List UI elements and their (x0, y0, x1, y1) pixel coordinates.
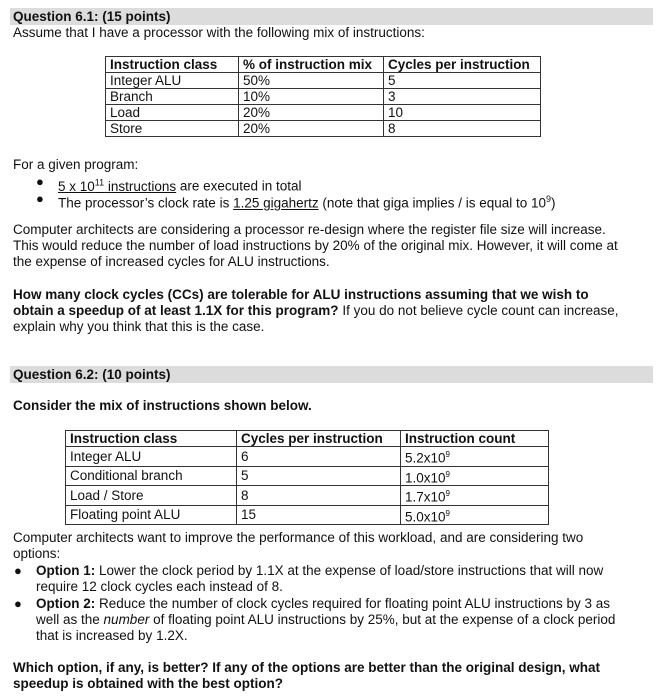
table-cell: 10 (384, 105, 541, 121)
q1-intro: Assume that I have a processor with the following mix of instructions: (13, 25, 425, 40)
instruction-count-text: 5 x $10^{11}$ instructions (58, 177, 177, 194)
table-cell: Branch (106, 89, 239, 105)
table-row (66, 486, 549, 506)
bullet-icon: ● (14, 596, 22, 611)
q1-bullet-instructions: 5 x $10^{11}$ instructions are executed in total (58, 177, 302, 194)
bullet-icon: ● (36, 191, 44, 206)
q2-paragraph-line: options: (13, 546, 61, 561)
table-cell: Integer ALU (106, 73, 239, 89)
table-cell: 5 (237, 466, 401, 486)
option-1-line: require 12 clock cycles each instead of 8. (36, 579, 283, 594)
q2-final-question-line: Which option, if any, is better? If any of the options are better than the original design, what (13, 660, 601, 675)
q1-instruction-table (105, 56, 541, 137)
table-cell: Floating point ALU (66, 505, 237, 525)
table-row (106, 73, 541, 89)
q1-paragraph-line: the expense of increased cycles for ALU instructions. (13, 254, 330, 269)
table-cell: Load / Store (66, 486, 237, 506)
col-header: Cycles per instruction (384, 57, 541, 73)
question-6-2-header: Question 6.2: (10 points) (10, 366, 653, 383)
table-cell: Conditional branch (66, 466, 237, 486)
q1-paragraph-line: This would reduce the number of load instructions by 20% of the original mix. However, it will come at (13, 238, 618, 253)
table-cell: 8 (237, 486, 401, 506)
q1-given-label: For a given program: (13, 157, 139, 172)
q2-final-question-line: speedup is obtained with the best option? (13, 676, 283, 691)
table-cell: Store (106, 121, 239, 137)
q2-intro: Consider the mix of instructions shown below. (13, 398, 312, 413)
table-row (66, 505, 549, 525)
q1-bullet-clock-rate: The processor’s clock rate is 1.25 gigahertz (note that giga implies / is equal to $10^9$) (58, 194, 556, 211)
q1-question-line: explain why you think that this is the case. (13, 319, 265, 334)
table-row (66, 466, 549, 486)
q2-instruction-table (65, 430, 549, 525)
clock-rate-value: 1.25 gigahertz (233, 195, 319, 211)
option-2-line: Option 2: Reduce the number of clock cycles required for floating point ALU instructions by 3 as (36, 596, 611, 611)
option-1-line: Option 1: Lower the clock period by 1.1X at the expense of load/store instructions that will now (36, 563, 604, 578)
q1-paragraph-line: Computer architects are considering a processor re-design where the register file size will increase. (13, 222, 606, 237)
table-row (106, 121, 541, 137)
table-cell: 8 (384, 121, 541, 137)
option-2-line: well as the number of floating point ALU instructions by 25%, but at the expense of a clock period (36, 612, 616, 627)
table-cell: 15 (237, 505, 401, 525)
col-header: Cycles per instruction (237, 431, 401, 447)
table-cell: Integer ALU (66, 447, 237, 467)
table-row (106, 89, 541, 105)
table-cell: $5.0x10^9$ (401, 505, 549, 525)
bullet-icon: ● (36, 174, 44, 189)
table-cell: $1.0x10^9$ (401, 466, 549, 486)
col-header: Instruction class (66, 431, 237, 447)
table-cell: 20% (239, 105, 384, 121)
table-cell: $5.2x10^9$ (401, 447, 549, 467)
bullet-icon: ● (14, 563, 22, 578)
table-cell: 3 (384, 89, 541, 105)
table-cell: $1.7x10^9$ (401, 486, 549, 506)
q1-question-line: How many clock cycles (CCs) are tolerable for ALU instructions assuming that we wish to (13, 287, 589, 302)
table-header-row (66, 431, 549, 447)
table-cell: 5 (384, 73, 541, 89)
option-2-line: that is increased by 1.2X. (36, 628, 188, 643)
question-6-1-header: Question 6.1: (15 points) (10, 8, 653, 25)
table-row (66, 447, 549, 467)
table-cell: 50% (239, 73, 384, 89)
col-header: Instruction class (106, 57, 239, 73)
col-header: Instruction count (401, 431, 549, 447)
q2-paragraph-line: Computer architects want to improve the performance of this workload, and are considering two (13, 530, 584, 545)
col-header: % of instruction mix (239, 57, 384, 73)
table-header-row (106, 57, 541, 73)
table-cell: 10% (239, 89, 384, 105)
table-cell: Load (106, 105, 239, 121)
table-row (106, 105, 541, 121)
q1-question-line: obtain a speedup of at least 1.1X for this program? If you do not believe cycle count can increase, (13, 303, 619, 318)
table-cell: 20% (239, 121, 384, 137)
table-cell: 6 (237, 447, 401, 467)
